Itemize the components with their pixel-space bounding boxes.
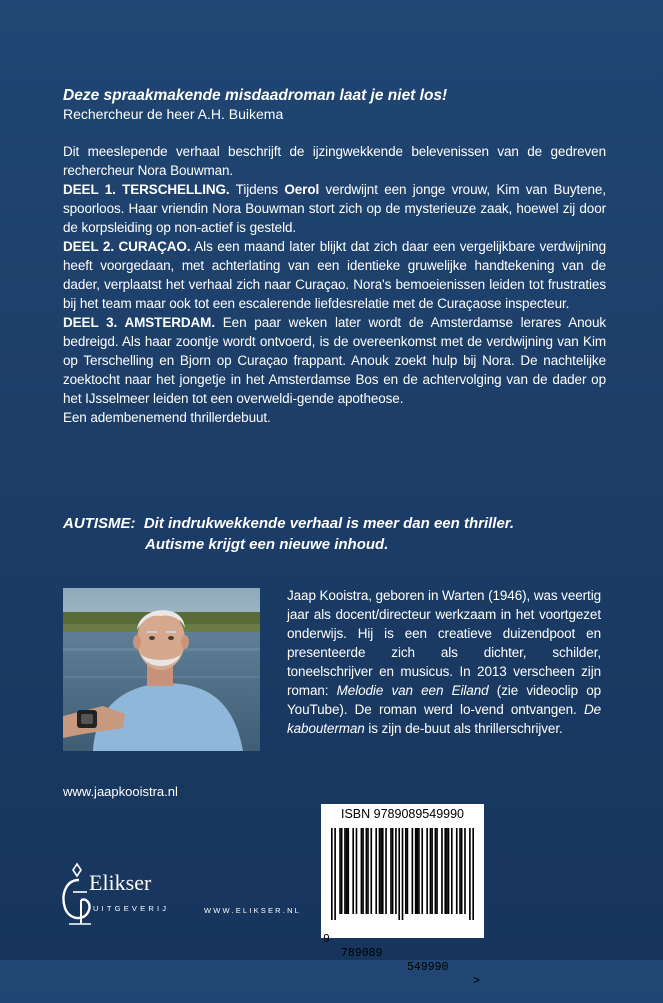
barcode-bar <box>464 828 466 914</box>
barcode-digits-left: 789089 <box>341 947 383 960</box>
bio-book-title-1: Melodie van een Eiland <box>336 683 489 698</box>
barcode-bar <box>331 828 333 920</box>
barcode-bar <box>430 828 432 914</box>
publisher-name: Elikser <box>89 870 152 895</box>
barcode-bar <box>451 828 453 914</box>
part-3-text: Een paar weken later wordt de Amsterdamse lerares Anouk bedreigd. Als haar zoontje wordt ontvoerd, is de overeenkomst met de verdwijning van Kim op Terschelling en Bjorn op Curaçao frappant. Anouk zoekt hulp bij Nora. De nachtelijke zoektocht naar het jongetje in het Amsterdamse Bos en de achtervolging van de dader op het IJsselmeer leiden tot een overweldi-gende apotheose. <box>63 315 607 406</box>
barcode-bar <box>436 828 438 914</box>
isbn-label: ISBN 9789089549990 <box>340 807 465 821</box>
barcode-bar <box>415 828 417 914</box>
barcode-bar <box>352 828 354 914</box>
barcode-digit-first: 9 <box>323 933 330 946</box>
autisme-label: AUTISME: <box>63 515 136 532</box>
publisher-website-link[interactable]: WWW.ELIKSER.NL <box>204 906 302 915</box>
barcode-bar <box>370 828 372 914</box>
barcode-bar <box>344 828 346 914</box>
barcode-bar <box>431 828 433 914</box>
barcode-bar <box>380 828 382 914</box>
synopsis-closing: Een adembenemend thrillerdebuut. <box>63 410 271 425</box>
barcode-bar <box>435 828 437 914</box>
barcode-bar <box>379 828 381 914</box>
part-2-heading: DEEL 2. CURAÇAO. <box>63 239 191 254</box>
barcode-bar <box>441 828 443 914</box>
barcode-bar <box>444 828 446 914</box>
author-bio <box>287 586 601 738</box>
autisme-line-2: Autisme krijgt een nieuwe inhoud. <box>145 536 389 553</box>
author-website-link[interactable]: www.jaapkooistra.nl <box>63 784 178 799</box>
barcode-bar <box>412 828 414 914</box>
barcode-bar <box>416 828 418 914</box>
part-1-text-b: verdwijnt een jonge vrouw, Kim van Buytene, spoorloos. Haar vriendin Nora Bouwman stort zich op de mysterieuze zaak, hoewel zij door de korpsleiding op non-actief is gesteld. <box>63 182 606 235</box>
barcode-bar <box>461 828 463 914</box>
barcode-bar <box>469 828 471 920</box>
barcode-bar <box>418 828 420 914</box>
barcode-bar <box>398 828 400 920</box>
barcode-bar <box>339 828 341 914</box>
barcode-digits-right: 549990 <box>407 961 449 974</box>
autisme-line-1 <box>63 513 623 534</box>
synopsis-part-3 <box>63 313 606 408</box>
bio-book-title-2: De kabouterman <box>287 702 601 736</box>
part-1-emphasis: Oerol <box>284 182 320 197</box>
barcode-bar <box>385 828 387 914</box>
bio-text-a: Jaap Kooistra, geboren in Warten (1946), was veertig jaar als docent/directeur werkzaam in het voortgezet onderwijs. Hij is een creatieve duizendpoot en presenteerde zich als dichter, schilder, toneelschrijver en musicus. In 2013 verscheen zijn roman: <box>287 588 601 698</box>
isbn-barcode <box>321 804 484 988</box>
bio-text-b: (zie videoclip op YouTube). De roman werd lo-vend ontvangen. <box>287 683 602 717</box>
part-1-heading: DEEL 1. TERSCHELLING. <box>63 182 230 197</box>
barcode-bar <box>395 828 397 914</box>
barcode-bar <box>346 828 348 914</box>
barcode-bar <box>366 828 368 914</box>
tagline: Deze spraakmakende misdaadroman laat je niet los! <box>63 87 448 104</box>
barcode-bar <box>421 828 423 914</box>
publisher-subtitle: UITGEVERIJ <box>93 904 170 913</box>
synopsis-part-1 <box>63 180 606 237</box>
barcode-bar <box>334 828 336 920</box>
barcode-bar <box>446 828 448 914</box>
barcode-bar <box>392 828 394 914</box>
part-3-heading: DEEL 3. AMSTERDAM. <box>63 315 215 330</box>
barcode-bar <box>367 828 369 914</box>
autisme-statement <box>63 513 623 555</box>
autisme-text-1: Dit indrukwekkende verhaal is meer dan een thriller. <box>143 515 514 532</box>
synopsis <box>63 142 606 427</box>
barcode-bar <box>362 828 364 914</box>
author-photo <box>63 588 260 751</box>
barcode-bar <box>405 828 407 914</box>
barcode-bar <box>375 828 377 914</box>
barcode-arrow: > <box>473 975 480 988</box>
bio-text-c: is zijn de-buut als thrillerschrijver. <box>368 721 563 736</box>
barcode-bar <box>448 828 450 914</box>
barcode-bar <box>356 828 358 914</box>
barcode-bar <box>472 828 474 920</box>
part-2-text: Als een maand later blijkt dat zich daar een vergelijkbare verdwijning heeft voorgedaan, met achterlating van een identieke gruwelijke handtekening van de dader, verplaatst het verhaal zich naar Curaçao. Nora's bemoeienissen leiden tot frustraties bij het team maar ook tot een escalerende liefdesrelatie met de Curaçaose inspecteur. <box>63 239 606 311</box>
barcode-bar <box>456 828 458 914</box>
synopsis-part-2 <box>63 237 606 313</box>
endorser: Rechercheur de heer A.H. Buikema <box>63 106 284 122</box>
barcode-bar <box>407 828 409 914</box>
barcode-bar <box>341 828 343 914</box>
barcode-bar <box>361 828 363 914</box>
barcode-bar <box>390 828 392 914</box>
part-1-text-a: Tijdens <box>235 182 278 197</box>
barcode-bar <box>426 828 428 914</box>
barcode-bar <box>347 828 349 914</box>
barcode-bar <box>402 828 404 920</box>
author-portrait-illustration <box>63 588 260 751</box>
barcode-bar <box>382 828 384 914</box>
synopsis-intro: Dit meeslepende verhaal beschrijft de ijzingwekkende belevenissen van de gedreven rechercheur Nora Bouwman. <box>63 144 606 178</box>
barcode-digits <box>321 919 484 1003</box>
publisher-logo <box>57 862 192 932</box>
barcode-bar <box>459 828 461 914</box>
barcode-bars <box>331 828 474 920</box>
